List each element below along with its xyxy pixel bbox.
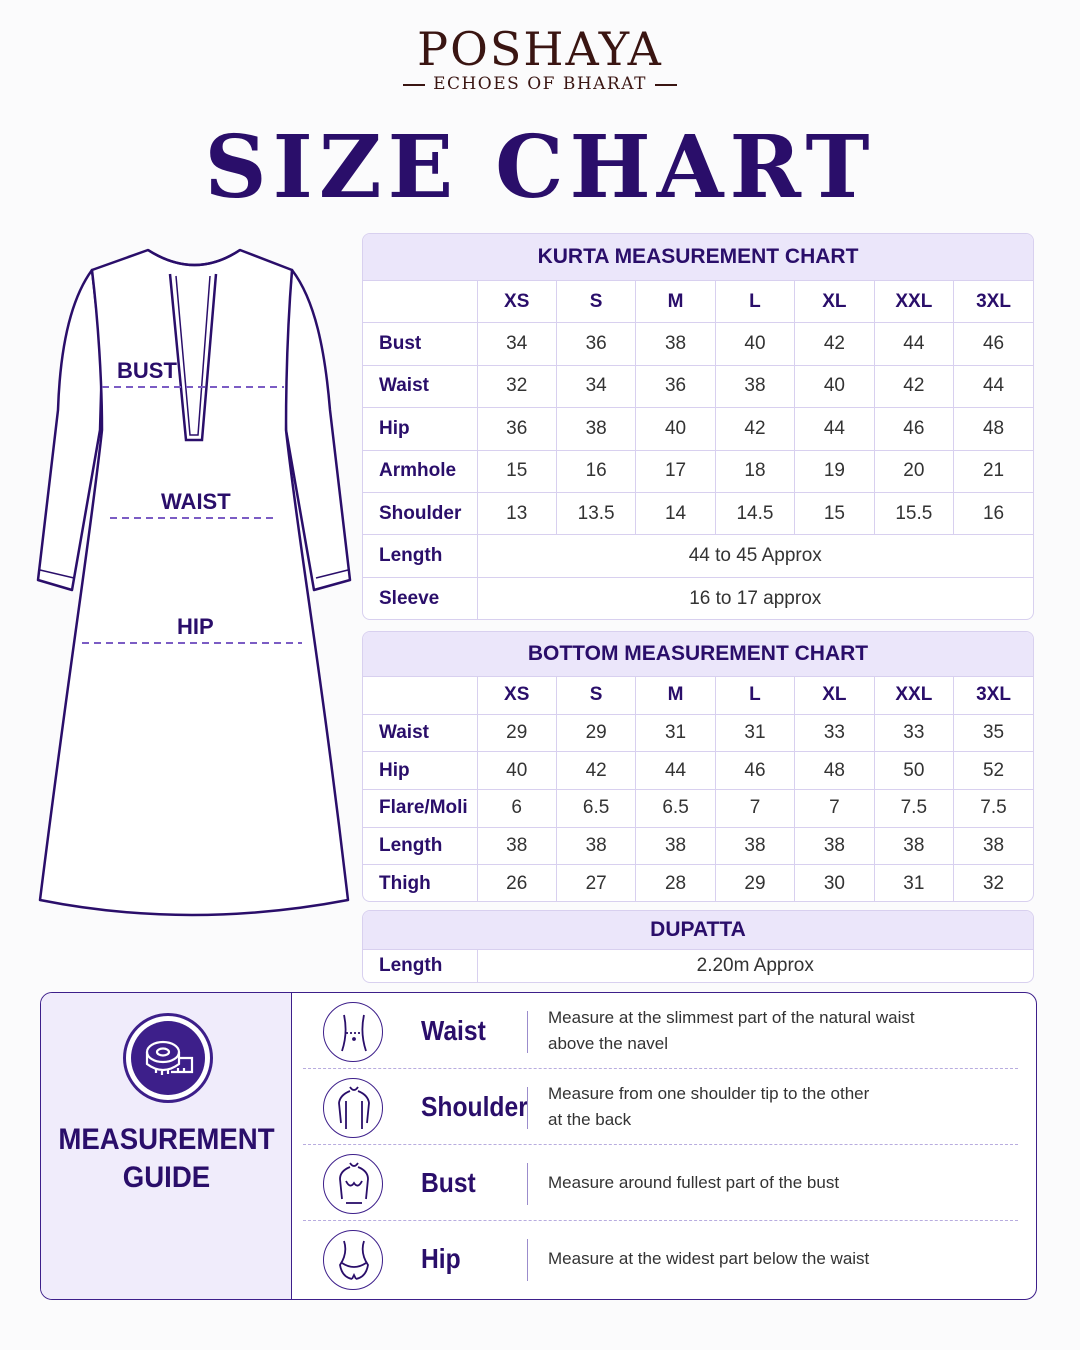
measurement-value: 29	[715, 865, 794, 902]
row-label: Bust	[363, 323, 477, 365]
guide-row-hip	[293, 1221, 1037, 1297]
measurement-value: 14.5	[715, 492, 794, 534]
measurement-value: 36	[636, 365, 715, 407]
measurement-value: 16	[954, 492, 1033, 534]
measurement-value: 33	[795, 714, 874, 752]
measurement-value: 46	[874, 408, 953, 450]
table-row	[363, 950, 1033, 983]
measuring-tape-icon	[123, 1013, 213, 1103]
measurement-value: 27	[556, 865, 635, 902]
row-label: Shoulder	[363, 492, 477, 534]
table-row	[363, 365, 1033, 407]
measurement-value: 48	[954, 408, 1033, 450]
size-header-s: S	[556, 281, 635, 323]
brand-name: POSHAYA	[417, 22, 663, 76]
measurement-value: 35	[954, 714, 1033, 752]
guide-description: Measure around fullest part of the bust	[548, 1173, 840, 1192]
measurement-value: 38	[636, 323, 715, 365]
measurement-value: 44	[874, 323, 953, 365]
guide-description: Measure at the slimmest part of the natural waist above the navel	[548, 1008, 915, 1053]
corner-cell	[363, 677, 477, 715]
size-header-xl: XL	[795, 677, 874, 715]
guide-label: Waist	[421, 1015, 486, 1046]
measurement-value: 18	[715, 450, 794, 492]
measurement-value: 7.5	[874, 790, 953, 828]
measurement-value: 13.5	[556, 492, 635, 534]
dupatta-chart	[362, 910, 1034, 983]
guide-title-line2: GUIDE	[122, 1161, 211, 1194]
measurement-value: 38	[874, 827, 953, 865]
row-label: Waist	[363, 365, 477, 407]
measurement-value: 28	[636, 865, 715, 902]
row-label: Waist	[363, 714, 477, 752]
kurta-illustration	[30, 240, 360, 930]
measurement-value: 52	[954, 752, 1033, 790]
measurement-value: 16 to 17 approx	[477, 577, 1033, 619]
row-label: Length	[363, 950, 477, 983]
row-label: Hip	[363, 408, 477, 450]
measurement-value: 30	[795, 865, 874, 902]
dupatta-length-value: 2.20m Approx	[477, 950, 1033, 983]
shoulder-icon	[323, 1078, 383, 1138]
guide-header-panel	[41, 993, 292, 1299]
table-row	[363, 535, 1033, 577]
row-label: Length	[363, 827, 477, 865]
measurement-value: 36	[556, 323, 635, 365]
size-header-xxl: XXL	[874, 281, 953, 323]
guide-title	[51, 1121, 282, 1197]
size-header-l: L	[715, 281, 794, 323]
guide-label: Bust	[421, 1167, 476, 1198]
measurement-value: 32	[477, 365, 556, 407]
guide-divider	[527, 1011, 528, 1053]
dupatta-table	[363, 949, 1033, 983]
hip-icon	[323, 1230, 383, 1290]
size-header-3xl: 3XL	[954, 281, 1033, 323]
measurement-value: 16	[556, 450, 635, 492]
bust-icon	[323, 1154, 383, 1214]
size-header-xxl: XXL	[874, 677, 953, 715]
size-header-row	[363, 281, 1033, 323]
table-row	[363, 827, 1033, 865]
measurement-value: 19	[795, 450, 874, 492]
dupatta-heading: DUPATTA	[363, 911, 1033, 949]
guide-row-shoulder	[293, 1069, 1037, 1145]
table-row	[363, 865, 1033, 902]
guide-divider	[527, 1163, 528, 1205]
measurement-value: 34	[556, 365, 635, 407]
bust-label: BUST	[117, 358, 177, 383]
table-row	[363, 492, 1033, 534]
measurement-value: 38	[715, 365, 794, 407]
measurement-value: 34	[477, 323, 556, 365]
measurement-value: 31	[715, 714, 794, 752]
row-label: Sleeve	[363, 577, 477, 619]
measurement-value: 15	[795, 492, 874, 534]
measurement-value: 38	[795, 827, 874, 865]
kurta-chart-heading: KURTA MEASUREMENT CHART	[363, 234, 1033, 280]
measurement-value: 50	[874, 752, 953, 790]
measurement-value: 48	[795, 752, 874, 790]
measurement-value: 26	[477, 865, 556, 902]
size-header-xl: XL	[795, 281, 874, 323]
kurta-table	[363, 280, 1033, 620]
guide-divider	[527, 1087, 528, 1129]
measurement-value: 32	[954, 865, 1033, 902]
bottom-table	[363, 676, 1033, 902]
measurement-value: 31	[636, 714, 715, 752]
measurement-value: 29	[556, 714, 635, 752]
measurement-value: 44 to 45 Approx	[477, 535, 1033, 577]
page-title: SIZE CHART	[204, 117, 876, 218]
measurement-value: 42	[874, 365, 953, 407]
measurement-value: 7.5	[954, 790, 1033, 828]
size-header-m: M	[636, 677, 715, 715]
measurement-value: 42	[795, 323, 874, 365]
measurement-value: 42	[715, 408, 794, 450]
measurement-value: 38	[954, 827, 1033, 865]
measurement-value: 15.5	[874, 492, 953, 534]
size-header-s: S	[556, 677, 635, 715]
table-row	[363, 790, 1033, 828]
row-label: Armhole	[363, 450, 477, 492]
guide-label: Hip	[421, 1243, 461, 1274]
guide-description: Measure from one shoulder tip to the other at the back	[548, 1084, 870, 1129]
measurement-value: 38	[556, 827, 635, 865]
waist-label: WAIST	[161, 489, 231, 514]
bottom-measurement-chart	[362, 631, 1034, 902]
size-header-l: L	[715, 677, 794, 715]
measurement-value: 31	[874, 865, 953, 902]
measurement-value: 44	[954, 365, 1033, 407]
measurement-guide	[40, 992, 1037, 1300]
measurement-value: 44	[795, 408, 874, 450]
measurement-value: 40	[477, 752, 556, 790]
measurement-value: 29	[477, 714, 556, 752]
brand-tagline	[0, 74, 1080, 94]
size-header-m: M	[636, 281, 715, 323]
table-row	[363, 714, 1033, 752]
measurement-value: 36	[477, 408, 556, 450]
table-row	[363, 450, 1033, 492]
brand-logo	[0, 22, 1080, 94]
measurement-value: 7	[795, 790, 874, 828]
measurement-value: 40	[636, 408, 715, 450]
measurement-value: 33	[874, 714, 953, 752]
measurement-value: 14	[636, 492, 715, 534]
size-header-3xl: 3XL	[954, 677, 1033, 715]
size-header-xs: XS	[477, 281, 556, 323]
measurement-value: 15	[477, 450, 556, 492]
guide-title-line1: MEASUREMENT	[58, 1123, 275, 1156]
measurement-value: 7	[715, 790, 794, 828]
measurement-value: 17	[636, 450, 715, 492]
brand-tagline-text: ECHOES OF BHARAT	[433, 74, 647, 94]
size-header-xs: XS	[477, 677, 556, 715]
size-header-row	[363, 677, 1033, 715]
measurement-value: 40	[715, 323, 794, 365]
row-label: Thigh	[363, 865, 477, 902]
table-row	[363, 577, 1033, 619]
guide-row-waist	[293, 993, 1037, 1069]
kurta-measurement-chart	[362, 233, 1034, 620]
measurement-value: 46	[715, 752, 794, 790]
guide-description: Measure at the widest part below the waist	[548, 1249, 870, 1268]
table-row	[363, 752, 1033, 790]
measurement-value: 20	[874, 450, 953, 492]
measurement-value: 42	[556, 752, 635, 790]
table-row	[363, 323, 1033, 365]
row-label: Length	[363, 535, 477, 577]
bottom-chart-heading: BOTTOM MEASUREMENT CHART	[363, 632, 1033, 676]
corner-cell	[363, 281, 477, 323]
guide-label: Shoulder	[421, 1091, 528, 1122]
guide-divider	[527, 1239, 528, 1281]
measurement-value: 46	[954, 323, 1033, 365]
measurement-value: 44	[636, 752, 715, 790]
measurement-value: 38	[636, 827, 715, 865]
measurement-value: 6	[477, 790, 556, 828]
measurement-value: 38	[556, 408, 635, 450]
measurement-value: 38	[715, 827, 794, 865]
hip-label: HIP	[177, 614, 214, 639]
measurement-value: 6.5	[636, 790, 715, 828]
table-row	[363, 408, 1033, 450]
row-label: Flare/Moli	[363, 790, 477, 828]
measurement-value: 38	[477, 827, 556, 865]
measurement-value: 13	[477, 492, 556, 534]
row-label: Hip	[363, 752, 477, 790]
measurement-value: 6.5	[556, 790, 635, 828]
guide-row-bust	[293, 1145, 1037, 1221]
measurement-value: 40	[795, 365, 874, 407]
measurement-value: 21	[954, 450, 1033, 492]
waist-icon	[323, 1002, 383, 1062]
